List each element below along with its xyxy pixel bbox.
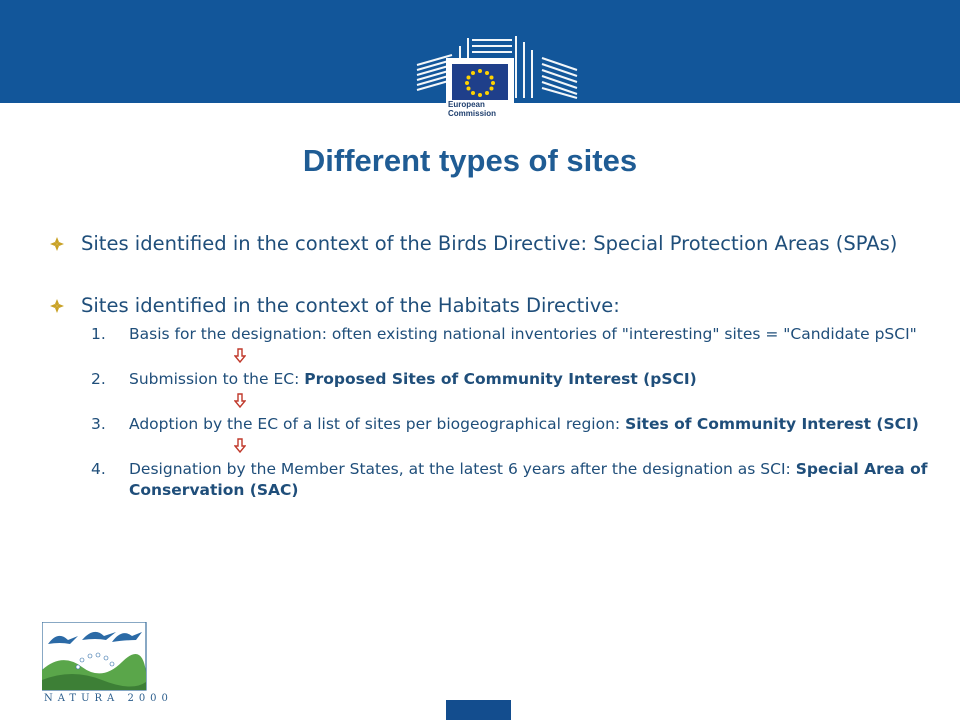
step-text: Basis for the designation: often existing national inventories of "interesting" sites = "Candidate pSCI": [129, 325, 917, 343]
down-arrow-row: [48, 345, 928, 369]
bullet-habitats-directive: [48, 292, 928, 320]
logo-text-line2: Commission: [448, 109, 497, 118]
step-item: [48, 414, 928, 435]
step-number: 3.: [91, 415, 106, 433]
logo-text-line1: European: [448, 100, 485, 109]
step-text: Adoption by the EC of a list of sites per biogeographical region:: [129, 415, 626, 433]
diamond-bullet-icon: [50, 299, 64, 313]
designation-steps: [48, 324, 928, 501]
slide-title: Different types of sites: [302, 143, 638, 178]
down-arrow-icon: [234, 438, 246, 454]
bullet-text: Sites identified in the context of the Birds Directive: Special Protection Areas (SPAs): [81, 232, 898, 255]
logo-text: [448, 100, 512, 118]
slide-content: [48, 230, 928, 501]
down-arrow-row: [48, 435, 928, 459]
down-arrow-icon: [234, 348, 246, 364]
diamond-bullet-icon: [50, 237, 64, 251]
step-bold-text: Sites of Community Interest (SCI): [625, 415, 919, 433]
down-arrow-icon: [234, 393, 246, 409]
step-number: 4.: [91, 460, 106, 478]
step-item: [48, 324, 928, 345]
step-bold-text: Proposed Sites of Community Interest (pSCI): [304, 370, 697, 388]
footer-flag-block: [446, 700, 511, 720]
natura-2000-label: NATURA 2000: [44, 693, 173, 704]
european-commission-logo: [412, 28, 582, 134]
step-bold-text: Special Area of Conservation (SAC): [129, 460, 928, 499]
step-item: [48, 459, 928, 501]
down-arrow-row: [48, 390, 928, 414]
step-text: Submission to the EC:: [129, 370, 305, 388]
step-number: 2.: [91, 370, 106, 388]
step-number: 1.: [91, 325, 106, 343]
bullet-birds-directive: [48, 230, 928, 258]
bullet-text: Sites identified in the context of the Habitats Directive:: [81, 294, 620, 317]
step-item: [48, 369, 928, 390]
step-text: Designation by the Member States, at the latest 6 years after the designation as SCI:: [129, 460, 796, 478]
